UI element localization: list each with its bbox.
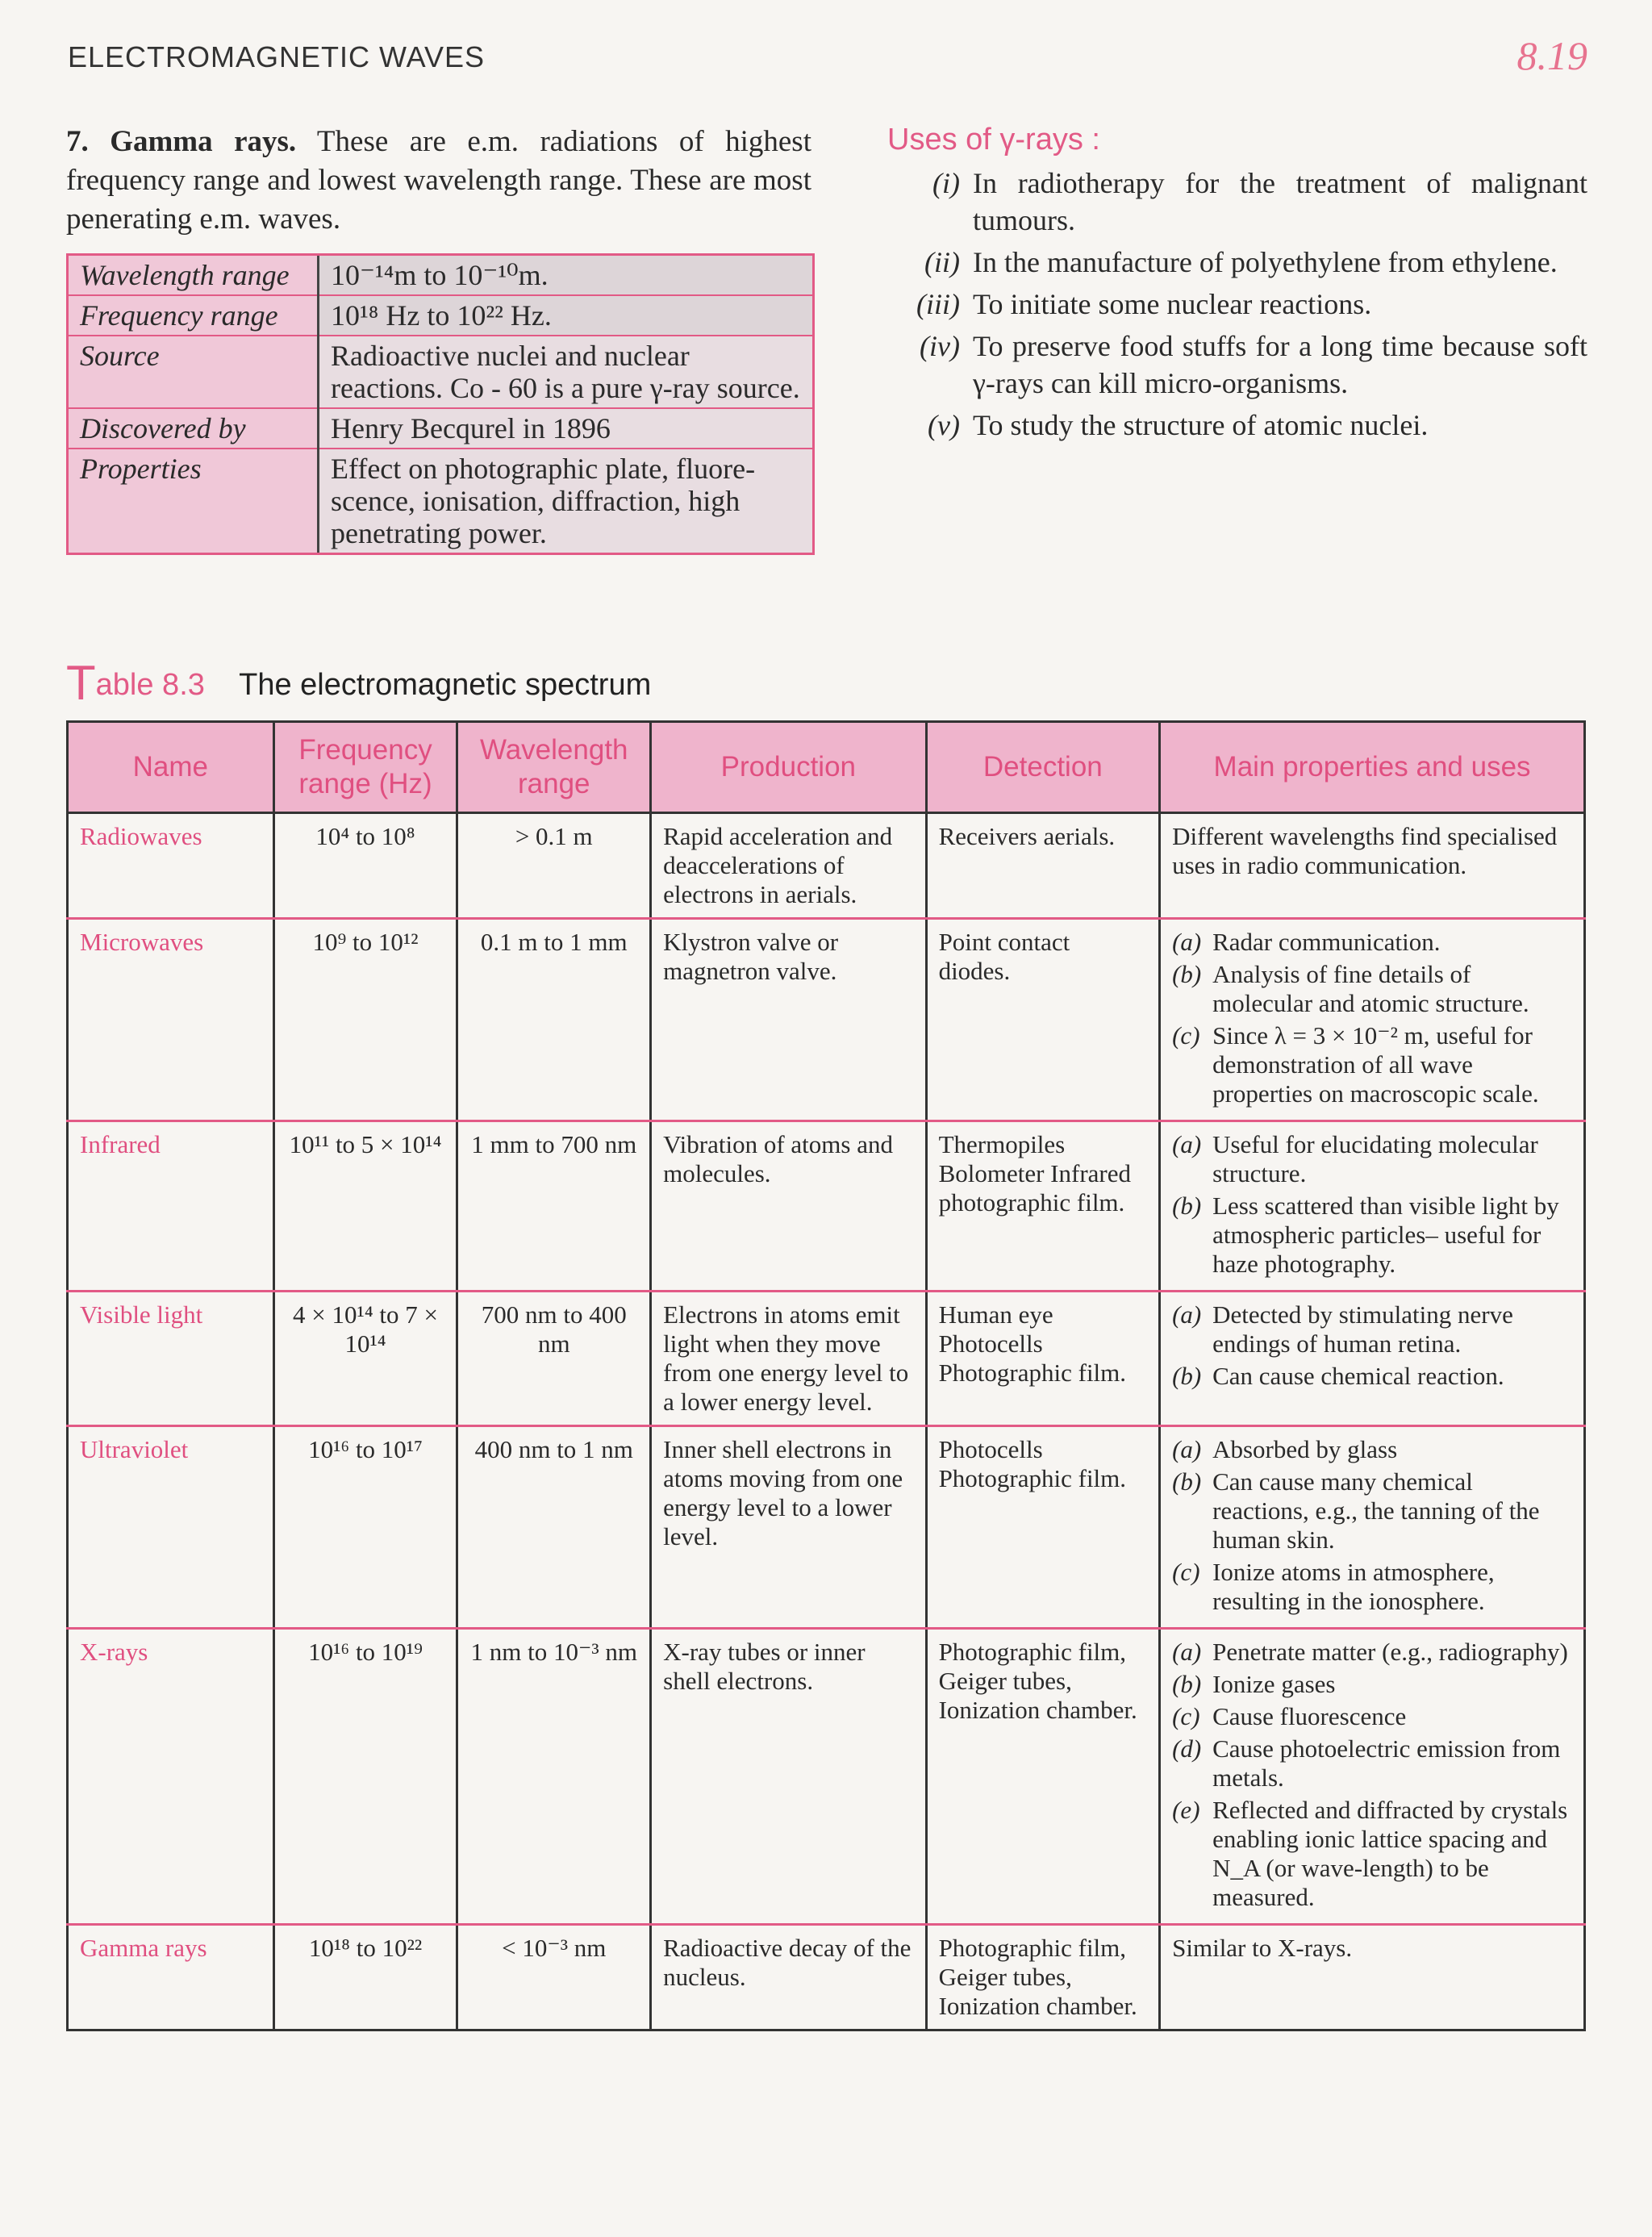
property-label: (a) [1172,1638,1202,1666]
property-label: (d) [1172,1734,1202,1763]
use-text: To initiate some nuclear reactions. [973,288,1372,320]
property-item [1172,1796,1572,1912]
use-number: (i) [932,167,960,199]
gamma-row-key: Source [69,336,319,408]
property-text: Since λ = 3 × 10⁻² m, useful for demonstration of all wave properties on macroscopic scale. [1212,1021,1539,1108]
property-item [1172,960,1572,1018]
gamma-row [69,336,812,408]
page-number: 8.19 [1516,33,1587,78]
gamma-row-key: Frequency range [69,295,319,336]
gamma-row-key: Wavelength range [69,256,319,295]
cell-production: Inner shell electrons in atoms moving from one energy level to a lower level. [651,1426,926,1629]
property-label: (b) [1172,1192,1202,1220]
caption-letter: T [66,656,96,710]
caption-title: The electromagnetic spectrum [239,668,652,702]
property-label: (b) [1172,1670,1202,1698]
property-item [1172,1435,1572,1464]
cell-detection: Receivers aerials. [926,813,1160,919]
cell-frequency: 10¹¹ to 5 × 10¹⁴ [273,1121,457,1292]
property-text: Different wavelengths find specialised uses in radio communication. [1172,822,1558,879]
property-text: Cause photoelectric emission from metals. [1212,1734,1561,1792]
cell-properties [1160,813,1585,919]
property-label: (b) [1172,960,1202,988]
property-item [1172,1670,1572,1699]
property-text: Ionize atoms in atmosphere, resulting in the ionosphere. [1212,1558,1495,1615]
cell-frequency: 10⁴ to 10⁸ [273,813,457,919]
gamma-row-key: Discovered by [69,408,319,449]
use-item [887,328,1587,402]
table-row [68,1426,1585,1629]
cell-detection: Human eye Photocells Photographic film. [926,1292,1160,1426]
column-header: Main properties and uses [1160,722,1585,813]
property-label: (c) [1172,1021,1200,1050]
property-item [1172,1558,1572,1616]
property-item [1172,1702,1572,1731]
gamma-row [69,408,812,449]
cell-name: Infrared [68,1121,274,1292]
cell-name: Visible light [68,1292,274,1426]
property-text: Similar to X-rays. [1172,1934,1353,1962]
cell-production: Vibration of atoms and molecules. [651,1121,926,1292]
property-text: Can cause chemical reaction. [1212,1362,1504,1390]
property-item [1172,1130,1572,1188]
property-label: (a) [1172,1435,1202,1463]
gamma-intro-text: These are e.m. radiations of highest frequency range and lowest wavelength range. These are most penerating e.m. waves. [66,125,811,236]
property-label: (a) [1172,1130,1202,1158]
property-text: Radar communication. [1212,928,1441,956]
property-item [1172,1362,1572,1391]
gamma-row [69,256,812,295]
uses-title: Uses of γ-rays : [887,123,1100,157]
property-label: (a) [1172,1300,1202,1329]
cell-properties [1160,1121,1585,1292]
use-number: (iii) [916,288,960,320]
property-label: (a) [1172,928,1202,956]
cell-production: X-ray tubes or inner shell electrons. [651,1629,926,1925]
cell-properties [1160,919,1585,1121]
cell-detection: Thermopiles Bolometer Infrared photographic film. [926,1121,1160,1292]
gamma-row [69,295,812,336]
cell-production: Radioactive decay of the nucleus. [651,1925,926,2030]
cell-production: Rapid acceleration and deaccelerations of electrons in aerials. [651,813,926,919]
cell-production: Klystron valve or magnetron valve. [651,919,926,1121]
cell-name: X-rays [68,1629,274,1925]
gamma-row-key: Properties [69,449,319,553]
cell-detection: Photographic film, Geiger tubes, Ionization chamber. [926,1629,1160,1925]
property-label: (c) [1172,1702,1200,1730]
cell-detection: Photocells Photographic film. [926,1426,1160,1629]
property-item [1172,1734,1572,1793]
table-row [68,1292,1585,1426]
gamma-row-value: 10⁻¹⁴m to 10⁻¹⁰m. [319,256,813,295]
spectrum-table [66,720,1586,2031]
cell-wavelength: > 0.1 m [457,813,651,919]
use-text: To preserve food stuffs for a long time because soft γ-rays can kill micro-organisms. [973,330,1587,399]
use-text: In the manufacture of polyethylene from ethylene. [973,246,1558,278]
table-caption [66,655,651,711]
cell-detection: Point contact diodes. [926,919,1160,1121]
use-number: (v) [928,409,960,441]
cell-wavelength: 1 mm to 700 nm [457,1121,651,1292]
cell-detection: Photographic film, Geiger tubes, Ionization chamber. [926,1925,1160,2030]
cell-wavelength: 700 nm to 400 nm [457,1292,651,1426]
cell-wavelength: 0.1 m to 1 mm [457,919,651,1121]
property-item [1172,1300,1572,1358]
property-text: Penetrate matter (e.g., radiography) [1212,1638,1568,1666]
gamma-uses-section [887,121,1587,449]
chapter-header: ELECTROMAGNETIC WAVES [68,40,486,73]
table-row [68,813,1585,919]
gamma-row-value: Henry Becqurel in 1896 [319,408,813,449]
property-text: Cause fluorescence [1212,1702,1407,1730]
cell-name: Radiowaves [68,813,274,919]
use-text: To study the structure of atomic nuclei. [973,409,1429,441]
cell-properties [1160,1629,1585,1925]
property-item [1172,822,1572,880]
gamma-intro-paragraph [66,123,811,239]
cell-name: Gamma rays [68,1925,274,2030]
column-header: Production [651,722,926,813]
cell-name: Microwaves [68,919,274,1121]
cell-wavelength: 1 nm to 10⁻³ nm [457,1629,651,1925]
cell-properties [1160,1925,1585,2030]
cell-frequency: 10¹⁶ to 10¹⁹ [273,1629,457,1925]
gamma-row-value: Radioactive nuclei and nuclear reactions. Co - 60 is a pure γ-ray source. [319,336,813,408]
property-item [1172,1638,1572,1667]
property-text: Less scattered than visible light by atmospheric particles– useful for haze photography. [1212,1192,1559,1278]
gamma-properties-box [66,253,815,555]
property-item [1172,1467,1572,1555]
property-text: Useful for elucidating molecular structure. [1212,1130,1538,1187]
gamma-row-value: 10¹⁸ Hz to 10²² Hz. [319,295,813,336]
gamma-row [69,449,812,553]
table-row [68,919,1585,1121]
property-item [1172,1934,1572,1963]
table-header-row [68,722,1585,813]
cell-production: Electrons in atoms emit light when they move from one energy level to a lower energy level. [651,1292,926,1426]
cell-properties [1160,1426,1585,1629]
property-item [1172,928,1572,957]
use-text: In radiotherapy for the treatment of malignant tumours. [973,167,1587,236]
cell-name: Ultraviolet [68,1426,274,1629]
uses-list [887,165,1587,444]
column-header: Name [68,722,274,813]
column-header: Detection [926,722,1160,813]
gamma-row-value: Effect on photographic plate, fluore-scence, ionisation, diffraction, high penetrating power. [319,449,813,553]
column-header: Frequency range (Hz) [273,722,457,813]
table-row [68,1925,1585,2030]
property-label: (c) [1172,1558,1200,1586]
property-text: Reflected and diffracted by crystals enabling ionic lattice spacing and N_A (or wave-length) to be measured. [1212,1796,1568,1911]
table-row [68,1629,1585,1925]
property-text: Detected by stimulating nerve endings of human retina. [1212,1300,1513,1358]
cell-frequency: 10⁹ to 10¹² [273,919,457,1121]
use-item [887,165,1587,239]
cell-frequency: 10¹⁸ to 10²² [273,1925,457,2030]
table-row [68,1121,1585,1292]
cell-frequency: 4 × 10¹⁴ to 7 × 10¹⁴ [273,1292,457,1426]
property-item [1172,1021,1572,1108]
cell-wavelength: < 10⁻³ nm [457,1925,651,2030]
use-number: (ii) [924,246,960,278]
use-item [887,286,1587,323]
use-number: (iv) [920,330,960,362]
cell-wavelength: 400 nm to 1 nm [457,1426,651,1629]
property-text: Analysis of fine details of molecular and atomic structure. [1212,960,1529,1017]
gamma-heading: 7. Gamma rays. [66,125,297,158]
cell-frequency: 10¹⁶ to 10¹⁷ [273,1426,457,1629]
property-item [1172,1192,1572,1279]
use-item [887,407,1587,444]
property-label: (e) [1172,1796,1200,1824]
use-item [887,244,1587,281]
cell-properties [1160,1292,1585,1426]
property-text: Can cause many chemical reactions, e.g., the tanning of the human skin. [1212,1467,1540,1554]
property-label: (b) [1172,1362,1202,1390]
caption-number: able 8.3 [95,668,205,702]
column-header: Wavelength range [457,722,651,813]
property-text: Ionize gases [1212,1670,1336,1698]
property-label: (b) [1172,1467,1202,1496]
property-text: Absorbed by glass [1212,1435,1398,1463]
